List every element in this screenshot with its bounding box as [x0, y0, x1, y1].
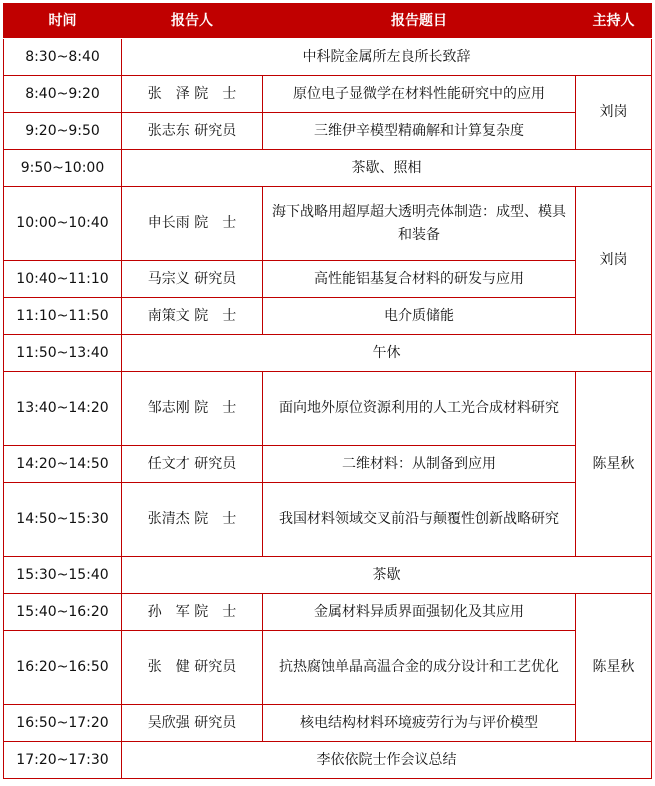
table-row [4, 631, 652, 705]
table-row [4, 261, 652, 298]
event-cell: 午休 [122, 335, 652, 372]
header-time: 时间 [4, 4, 122, 39]
speaker-cell: 马宗义 研究员 [122, 261, 263, 298]
topic-cell: 面向地外原位资源利用的人工光合成材料研究 [263, 372, 576, 446]
table-row [4, 742, 652, 779]
table-row [4, 594, 652, 631]
header-speaker: 报告人 [122, 4, 263, 39]
time-cell: 13:40~14:20 [4, 372, 122, 446]
time-cell: 15:30~15:40 [4, 557, 122, 594]
host-cell: 陈星秋 [576, 372, 652, 557]
time-cell: 8:30~8:40 [4, 39, 122, 76]
time-cell: 9:50~10:00 [4, 150, 122, 187]
schedule-table [3, 3, 652, 779]
speaker-cell: 申长雨 院 士 [122, 187, 263, 261]
table-row [4, 372, 652, 446]
time-cell: 9:20~9:50 [4, 113, 122, 150]
topic-cell: 海下战略用超厚超大透明壳体制造：成型、模具和装备 [263, 187, 576, 261]
topic-cell: 电介质储能 [263, 298, 576, 335]
speaker-cell: 张 健 研究员 [122, 631, 263, 705]
time-cell: 10:40~11:10 [4, 261, 122, 298]
time-cell: 17:20~17:30 [4, 742, 122, 779]
time-cell: 15:40~16:20 [4, 594, 122, 631]
time-cell: 8:40~9:20 [4, 76, 122, 113]
table-row [4, 705, 652, 742]
speaker-cell: 任文才 研究员 [122, 446, 263, 483]
speaker-cell: 南策文 院 士 [122, 298, 263, 335]
event-cell: 茶歇、照相 [122, 150, 652, 187]
table-row [4, 557, 652, 594]
topic-cell: 金属材料异质界面强韧化及其应用 [263, 594, 576, 631]
topic-cell: 我国材料领域交叉前沿与颠覆性创新战略研究 [263, 483, 576, 557]
topic-cell: 原位电子显微学在材料性能研究中的应用 [263, 76, 576, 113]
event-cell: 中科院金属所左良所长致辞 [122, 39, 652, 76]
speaker-cell: 张 泽 院 士 [122, 76, 263, 113]
table-row [4, 483, 652, 557]
host-cell: 陈星秋 [576, 594, 652, 742]
event-cell: 李依依院士作会议总结 [122, 742, 652, 779]
event-cell: 茶歇 [122, 557, 652, 594]
speaker-cell: 张清杰 院 士 [122, 483, 263, 557]
header-row [4, 4, 652, 39]
table-row [4, 335, 652, 372]
topic-cell: 抗热腐蚀单晶高温合金的成分设计和工艺优化 [263, 631, 576, 705]
header-topic: 报告题目 [263, 4, 576, 39]
time-cell: 16:50~17:20 [4, 705, 122, 742]
speaker-cell: 张志东 研究员 [122, 113, 263, 150]
topic-cell: 核电结构材料环境疲劳行为与评价模型 [263, 705, 576, 742]
speaker-cell: 孙 军 院 士 [122, 594, 263, 631]
time-cell: 11:50~13:40 [4, 335, 122, 372]
topic-cell: 二维材料：从制备到应用 [263, 446, 576, 483]
table-row [4, 113, 652, 150]
time-cell: 16:20~16:50 [4, 631, 122, 705]
speaker-cell: 邹志刚 院 士 [122, 372, 263, 446]
table-row [4, 150, 652, 187]
table-row [4, 298, 652, 335]
table-row [4, 446, 652, 483]
time-cell: 14:50~15:30 [4, 483, 122, 557]
speaker-cell: 吴欣强 研究员 [122, 705, 263, 742]
host-cell: 刘岗 [576, 187, 652, 335]
table-row [4, 39, 652, 76]
time-cell: 11:10~11:50 [4, 298, 122, 335]
host-cell: 刘岗 [576, 76, 652, 150]
table-row [4, 187, 652, 261]
header-host: 主持人 [576, 4, 652, 39]
topic-cell: 高性能铝基复合材料的研发与应用 [263, 261, 576, 298]
time-cell: 14:20~14:50 [4, 446, 122, 483]
topic-cell: 三维伊辛模型精确解和计算复杂度 [263, 113, 576, 150]
time-cell: 10:00~10:40 [4, 187, 122, 261]
table-row [4, 76, 652, 113]
